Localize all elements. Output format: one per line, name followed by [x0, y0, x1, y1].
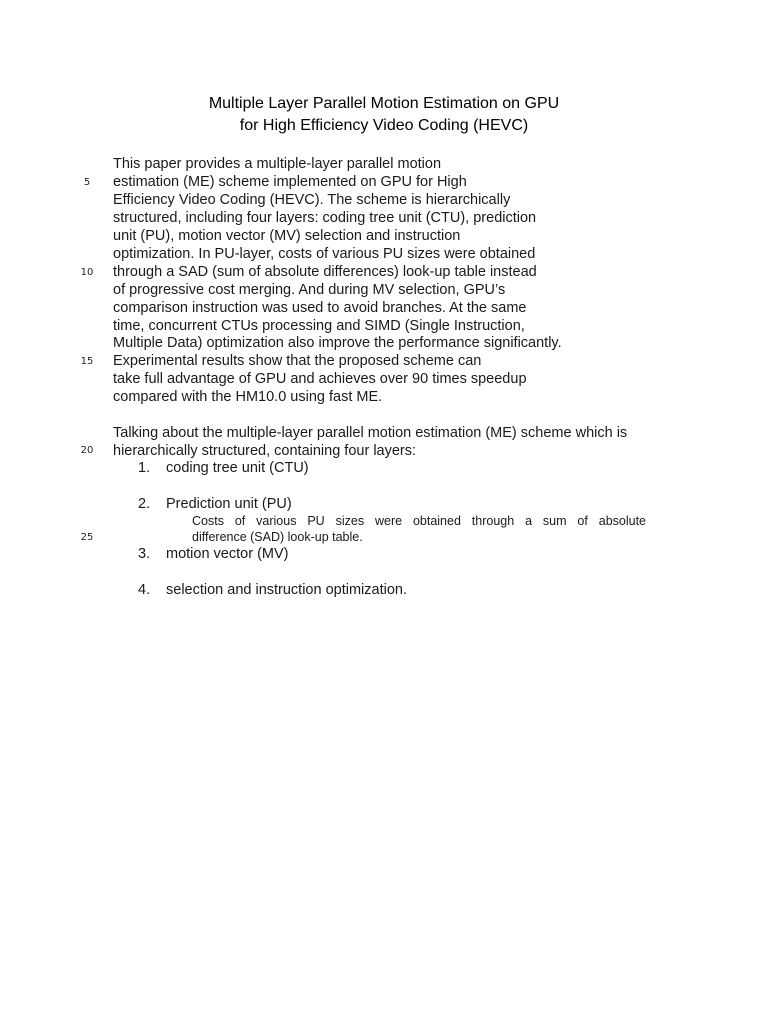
- list-item-number: 3.: [138, 546, 151, 562]
- pu-note-line: Costs of various PU sizes were obtained through a sum of absolute: [192, 514, 646, 528]
- summary-line: Talking about the multiple-layer parallel motion estimation (ME) scheme which is: [113, 425, 628, 441]
- list-item-mv: motion vector (MV): [166, 546, 289, 562]
- list-item-pu: Prediction unit (PU): [166, 496, 292, 512]
- line-number: 25: [80, 532, 94, 543]
- abstract-line: comparison instruction was used to avoid branches. At the same: [113, 300, 527, 316]
- line-number: 10: [80, 267, 94, 278]
- abstract-line: Multiple Data) optimization also improve the performance significantly.: [113, 335, 562, 351]
- list-item-ctu: coding tree unit (CTU): [166, 460, 309, 476]
- summary-line: hierarchically structured, containing four layers:: [113, 443, 417, 459]
- abstract-line: unit (PU), motion vector (MV) selection and instruction: [113, 228, 461, 244]
- abstract-line: structured, including four layers: coding tree unit (CTU), prediction: [113, 210, 537, 226]
- page-title-line-2: for High Efficiency Video Coding (HEVC): [239, 117, 529, 134]
- abstract-line: compared with the HM10.0 using fast ME.: [113, 389, 383, 405]
- line-number: 15: [80, 356, 94, 367]
- abstract-line: This paper provides a multiple-layer parallel motion: [113, 156, 442, 172]
- abstract-line: Experimental results show that the proposed scheme can: [113, 353, 482, 369]
- line-number: 5: [83, 177, 91, 188]
- list-item-number: 4.: [138, 582, 151, 598]
- list-item-optimization: selection and instruction optimization.: [166, 582, 407, 598]
- abstract-line: take full advantage of GPU and achieves over 90 times speedup: [113, 371, 527, 387]
- abstract-line: estimation (ME) scheme implemented on GPU for High: [113, 174, 467, 190]
- line-number: 20: [80, 445, 94, 456]
- abstract-line: time, concurrent CTUs processing and SIMD (Single Instruction,: [113, 318, 525, 334]
- pu-note-line: difference (SAD) look-up table.: [192, 530, 363, 544]
- abstract-line: through a SAD (sum of absolute differences) look-up table instead: [113, 264, 537, 280]
- abstract-line: Efficiency Video Coding (HEVC). The scheme is hierarchically: [113, 192, 511, 208]
- list-item-number: 2.: [138, 496, 151, 512]
- abstract-line: of progressive cost merging. And during MV selection, GPU’s: [113, 282, 506, 298]
- abstract-line: optimization. In PU-layer, costs of various PU sizes were obtained: [113, 246, 536, 262]
- page-title: Multiple Layer Parallel Motion Estimation on GPU: [208, 95, 560, 112]
- list-item-number: 1.: [138, 460, 151, 476]
